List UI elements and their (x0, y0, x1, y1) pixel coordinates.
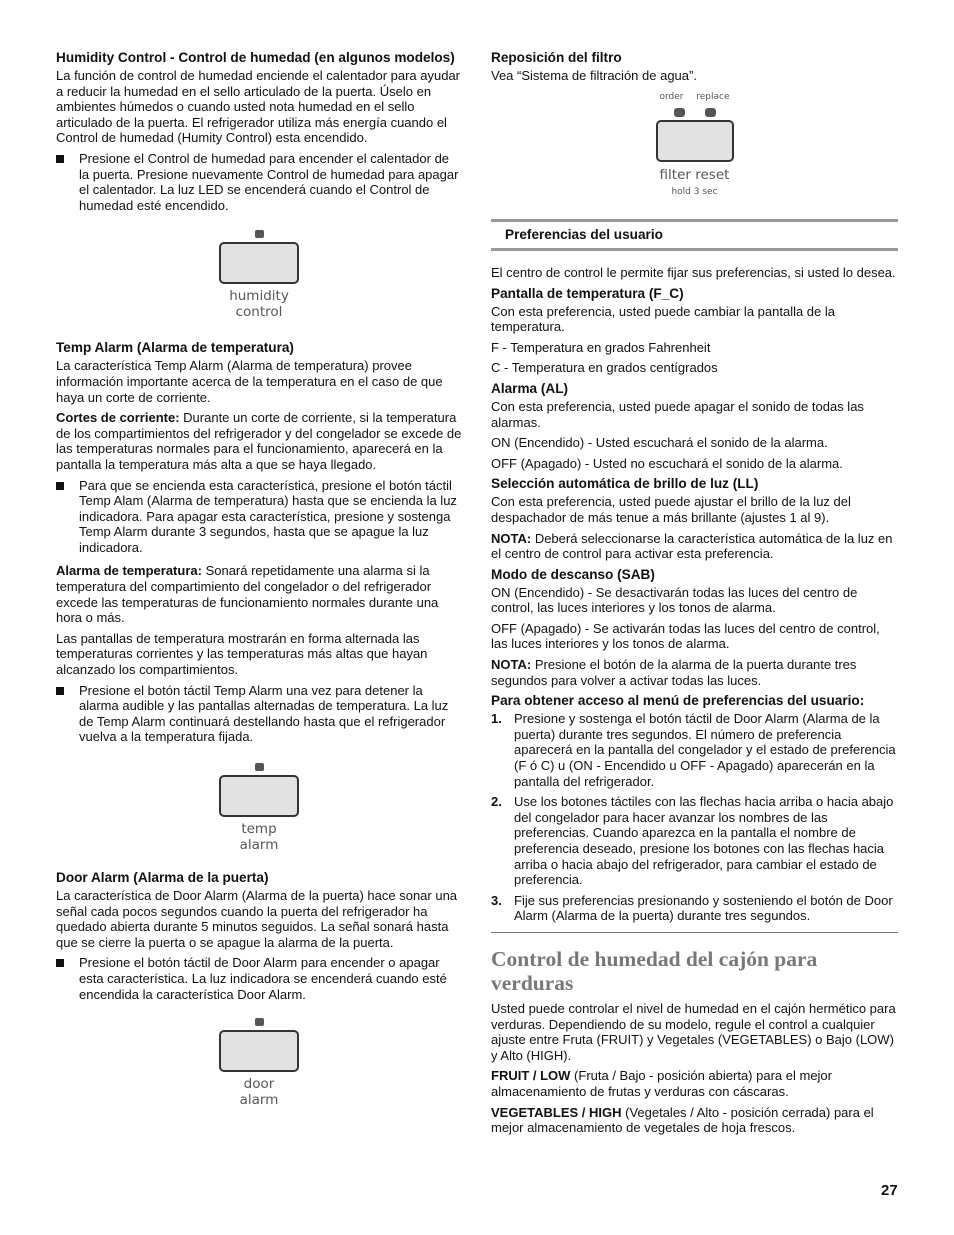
fruit-low-text: (Fruta / Bajo - posición abierta) para el mejor almacenamiento de frutas y verduras con cáscaras. (491, 1068, 832, 1099)
filter-heading: Reposición del filtro (491, 50, 622, 65)
left-column (56, 50, 462, 1108)
temp-alarm-label-line2: alarm (239, 837, 279, 853)
light-body: Con esta preferencia, usted puede ajustar el brillo de la luz del despachador de más tenue a más brillante (ajustes 1 al 9). (491, 494, 851, 525)
section-divider (491, 932, 898, 933)
temp-display-heading: Pantalla de temperatura (F_C) (491, 285, 684, 301)
temp-alarm-bullet-1-text: Para que se encienda esta característica, presione el botón táctil Temp Alam (Alarma de temperatura) hasta que se encienda la luz indicadora. Para apagar esta característica, presione y sostenga Temp Alarm durante 3 segundos, hasta que se apague la luz indicadora. (79, 477, 457, 555)
door-alarm-label-line2: alarm (239, 1092, 279, 1109)
menu-access-heading: Para obtener acceso al menú de preferencias del usuario: (491, 693, 865, 709)
note-label: NOTA: (491, 530, 532, 546)
sab-heading: Modo de descanso (SAB) (491, 566, 655, 582)
replace-label: replace (696, 91, 730, 102)
step-text: Presione y sostenga el botón táctil de Door Alarm (Alarma de la puerta) durante tres segundos. El número de preferencia aparecerá en la pantalla del congelador y el estado de preferencia (F ó C) u (ON - Encendido u OFF - Apagado) aparecerán en la pantalla del refrigerador. (514, 711, 896, 789)
indicator-led-icon (255, 230, 264, 238)
power-outage-label: Cortes de corriente: (56, 410, 180, 426)
temp-alarm-body: La característica Temp Alarm (Alarma de temperatura) provee información importante acerca de la temperatura en el caso de que haya un corte de corriente. (56, 358, 443, 405)
door-alarm-heading: Door Alarm (Alarma de la puerta) (56, 870, 269, 885)
vegetables-high-paragraph (491, 1105, 898, 1136)
step-item (491, 794, 898, 888)
temp-alarm-text: Sonará repetidamente una alarma si la temperatura del compartimiento del congelador o del refrigerador excede las temperaturas de funcionamiento normales durante una hora o más. (56, 563, 439, 626)
temp-alarm-bullet-2 (56, 683, 462, 745)
temp-alarm-illustration (214, 763, 304, 853)
alarm-heading: Alarma (AL) (491, 380, 569, 396)
power-outage-text: Durante un corte de corriente, si la temperatura de los compartimientos del refrigerador y del congelador se excede de las temperaturas normales para el funcionamiento, aparecerá en la pantalla la temperatura más alta a que se haya llegado. (56, 410, 462, 472)
sab-note-text: Presione el botón de la alarma de la puerta durante tres segundos para volver a activar todas las luces. (491, 657, 857, 688)
humidity-control-label (214, 288, 304, 320)
filter-reset-label: filter reset (659, 167, 730, 184)
sab-off-option: OFF (Apagado) - Se activarán todas las luces del centro de control, las luces interiores y los tonos de alarma. (491, 620, 880, 652)
fruit-low-paragraph (491, 1068, 898, 1099)
humidity-bullet-text: Presione el Control de humedad para encender el calentador de la puerta. Presione nuevamente Control de humedad para apagar el calentador. La luz LED se encenderá cuando el Control de humedad esté encendido. (79, 150, 459, 213)
page-number: 27 (881, 1182, 898, 1199)
crisper-body: Usted puede controlar el nivel de humedad en el cajón hermético para verduras. Dependiendo de su modelo, regule el control a cualquier ajuste entre Fruta (FRUIT) y Vegetales (VEGETABLES) o Bajo (LOW) y Alto (HIGH). (491, 1000, 896, 1063)
bullet-square-icon (56, 687, 64, 695)
door-alarm-illustration (214, 1018, 304, 1108)
light-heading: Selección automática de brillo de luz (LL) (491, 476, 759, 492)
door-alarm-control-label (214, 1076, 304, 1108)
door-alarm-label-line1: door (243, 1076, 275, 1093)
vegetables-high-label: VEGETABLES / HIGH (491, 1104, 622, 1120)
temp-display-paragraph: Las pantallas de temperatura mostrarán en forma alternada las temperaturas corrientes y las temperaturas más altas que hayan alcanzado los compartimientos. (56, 630, 428, 678)
step-text: Fije sus preferencias presionando y sosteniendo el botón de Door Alarm (Alarma de la puerta) durante tres segundos. (514, 892, 893, 924)
humidity-heading: Humidity Control - Control de humedad (en algunos modelos) (56, 50, 455, 65)
alarm-on-option: ON (Encendido) - Usted escuchará el sonido de la alarma. (491, 435, 828, 451)
filter-led-labels (660, 90, 730, 106)
bullet-square-icon (56, 155, 64, 163)
humidity-bullet (56, 151, 462, 213)
door-alarm-bullet-text: Presione el botón táctil de Door Alarm para encender o apagar esta característica. La luz indicadora se encenderá cuando esté encendida la característica Door Alarm. (79, 955, 447, 1002)
door-alarm-bullet (56, 955, 462, 1002)
indicator-led-icon (255, 1018, 264, 1026)
humidity-control-label-line1: humidity (229, 288, 289, 305)
humidity-body: La función de control de humedad enciende el calentador para ayudar a reducir la humedad en el sello articulado de la puerta. Úselo en ambientes húmedos o cuando usted nota humedad en el sello articulado de la puerta. El refrigerador utiliza más energía cuando el Control de humedad (Humity Control) esta encendido. (56, 68, 461, 146)
door-alarm-body: La característica de Door Alarm (Alarma de la puerta) hace sonar una señal cada pocos segundos cuando la puerta del refrigerador ha quedado abierta durante 5 minutos seguidos. La señal sonará hasta que se cierre la puerta o se apague la alarma de la puerta. (56, 888, 458, 950)
temp-alarm-heading: Temp Alarm (Alarma de temperatura) (56, 340, 294, 356)
temp-alarm-bullet-2-text: Presione el botón táctil Temp Alarm una vez para detener la alarma audible y las pantallas alternadas de temperatura. La luz de Temp Alarm continuará destellando hasta que el refrigerador vuelva a la temperatura fijada. (79, 682, 449, 745)
indicator-led-icon (255, 763, 264, 771)
step-item (491, 711, 898, 789)
power-outage-paragraph (56, 410, 462, 472)
step-number: 3. (491, 892, 502, 908)
temp-alarm-label: Alarma de temperatura: (56, 563, 202, 579)
right-column (491, 50, 898, 1141)
humidity-control-label-line2: control (235, 304, 283, 321)
temp-alarm-label-line1: temp (241, 821, 277, 837)
sab-on-option: ON (Encendido) - Se desactivarán todas las luces del centro de control, las luces interiores y los tonos de alarma. (491, 584, 858, 616)
temp-alarm-control-label (214, 821, 304, 853)
temp-display-body: Con esta preferencia, usted puede cambiar la pantalla de la temperatura. (491, 303, 835, 335)
temp-alarm-bullet-1 (56, 478, 462, 556)
temp-c-option: C - Temperatura en grados centígrados (491, 360, 718, 376)
preferences-header: Preferencias del usuario (491, 219, 898, 251)
temp-alarm-paragraph (56, 563, 462, 625)
alarm-off-option: OFF (Apagado) - Usted no escuchará el sonido de la alarma. (491, 455, 843, 471)
bullet-square-icon (56, 482, 64, 490)
crisper-heading: Control de humedad del cajón para verduras (491, 946, 818, 995)
order-label: order (659, 91, 684, 102)
humidity-control-illustration (214, 230, 304, 320)
filter-body: Vea “Sistema de filtración de agua”. (491, 68, 697, 83)
sab-note (491, 657, 898, 688)
humidity-control-button (219, 242, 299, 284)
temp-alarm-button (219, 775, 299, 817)
vegetables-high-text: (Vegetales / Alto - posición cerrada) para el mejor almacenamiento de vegetales de hoja frescos. (491, 1104, 874, 1136)
order-led-icon (674, 108, 685, 117)
alarm-body: Con esta preferencia, usted puede apagar el sonido de todas las alarmas. (491, 398, 864, 430)
light-note-text: Deberá seleccionarse la característica automática de la luz en el centro de control para activar esta preferencia. (491, 530, 893, 562)
bullet-square-icon (56, 959, 64, 967)
replace-led-icon (705, 108, 716, 117)
filter-leds (674, 108, 716, 117)
temp-f-option: F - Temperatura en grados Fahrenheit (491, 339, 711, 355)
step-number: 1. (491, 711, 502, 727)
step-text: Use los botones táctiles con las flechas hacia arriba o hacia abajo del congelador para hacer avanzar los nombres de las preferencias. Cuando aparezca en la pantalla el nombre de preferencia deseado, presione los botones con las flechas hacia arriba o hacia abajo del refrigerador, para cambiar el estado de preferencia. (514, 794, 894, 888)
fruit-low-label: FRUIT / LOW (491, 1068, 571, 1084)
step-number: 2. (491, 794, 502, 810)
filter-reset-button (656, 120, 734, 162)
note-label: NOTA: (491, 657, 532, 673)
door-alarm-button (219, 1030, 299, 1072)
hold-label: hold 3 sec (671, 186, 718, 197)
filter-reset-illustration (635, 90, 755, 201)
step-item (491, 893, 898, 924)
light-note (491, 531, 898, 562)
preferences-intro: El centro de control le permite fijar sus preferencias, si usted lo desea. (491, 264, 896, 280)
